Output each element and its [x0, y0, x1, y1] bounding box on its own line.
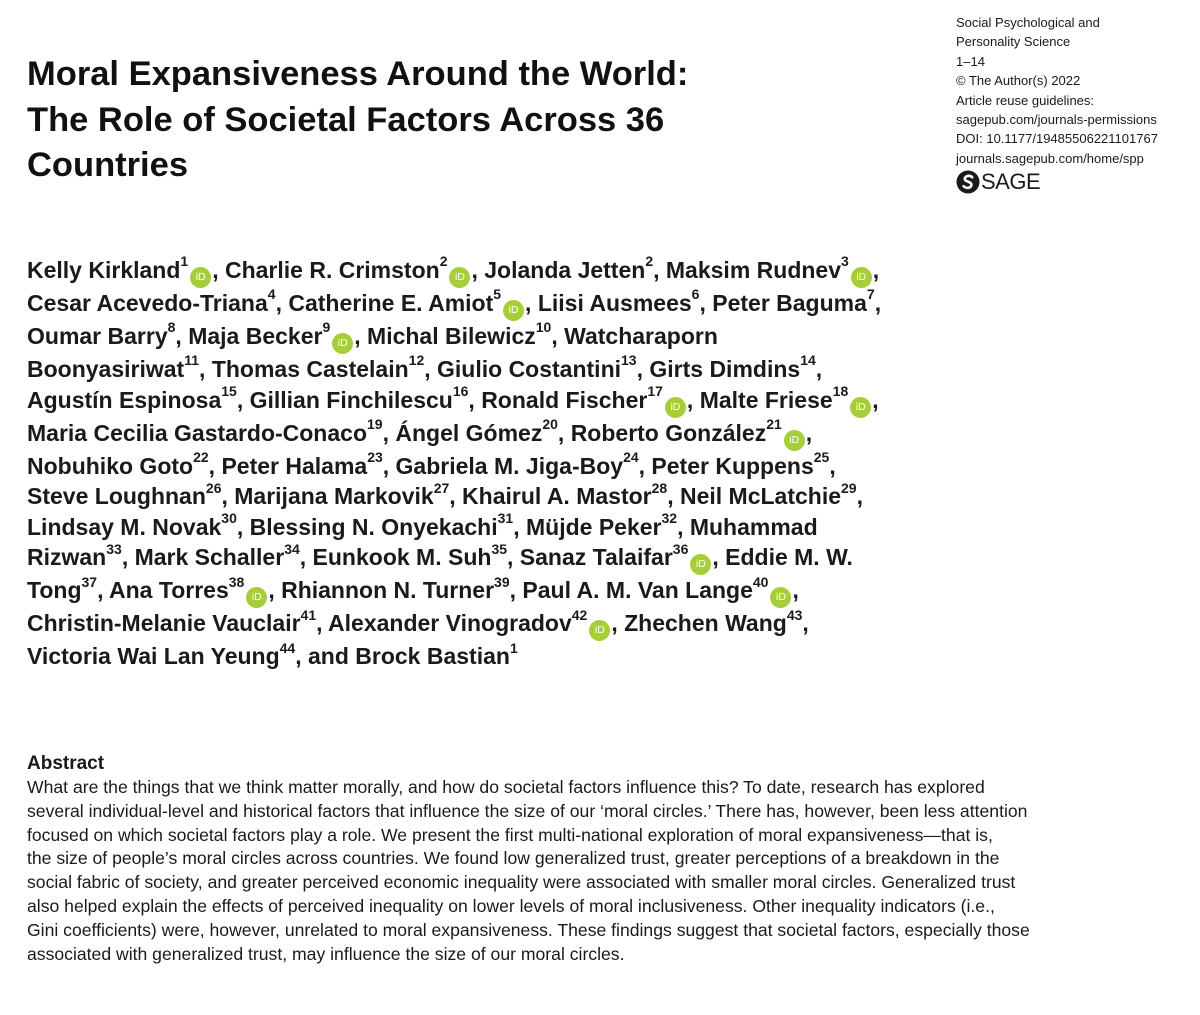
author-name [519, 540, 726, 571]
author-name [665, 253, 880, 283]
author-separator: , [382, 419, 396, 446]
author-separator: , [212, 257, 225, 283]
author-separator: , [667, 483, 680, 510]
affiliation-number: 7 [866, 286, 875, 303]
author-name [699, 382, 879, 413]
author-name [624, 606, 809, 637]
abstract-heading: Abstract [27, 753, 105, 774]
affiliation-number: 8 [167, 319, 176, 336]
author-name [27, 352, 212, 382]
affiliation-number: 37 [81, 573, 98, 590]
author-name [27, 479, 235, 510]
orcid-icon[interactable]: iD [851, 267, 872, 288]
author-separator: , [471, 257, 485, 283]
author-separator: , [805, 419, 813, 446]
title-line: Moral Expansiveness Around the World: [27, 55, 689, 93]
orcid-icon[interactable]: iD [690, 554, 711, 575]
affiliation-number: 6 [691, 286, 700, 303]
author-name [437, 352, 650, 382]
reuse-guidelines-label: Article reuse guidelines: [956, 92, 1095, 108]
copyright: © The Author(s) 2022 [956, 73, 1081, 89]
author-name-text: Neil McLatchie [679, 483, 842, 510]
author-name [537, 286, 713, 316]
affiliation-number: 22 [193, 448, 209, 465]
author-line [27, 542, 1187, 575]
orcid-icon[interactable]: iD [332, 333, 353, 354]
affiliation-number: 34 [284, 540, 300, 557]
journal-info [956, 13, 1192, 195]
abstract-line: the size of people’s moral circles across countries. We found low generalized trust, greater perceptions of a breakdown in the [27, 848, 1000, 869]
author-name-text: Müjde Peker [525, 513, 662, 540]
author-name [649, 352, 823, 382]
author-separator: , [653, 257, 666, 283]
affiliation-number: 14 [800, 352, 816, 369]
sage-logo [956, 169, 1192, 195]
author-separator: , [468, 386, 482, 413]
paper-title [27, 52, 907, 189]
author-name [249, 382, 482, 413]
affiliation-number: 2 [645, 253, 654, 270]
author-name-text: Gillian Finchilescu [249, 386, 453, 413]
author-name-text: Muhammad [689, 513, 818, 540]
affiliation-number: 39 [494, 573, 510, 590]
author-name-text: Alexander Vinogradov [328, 610, 572, 637]
author-name-text: Maja Becker [188, 323, 323, 349]
orcid-icon[interactable]: iD [784, 430, 805, 451]
author-name [481, 382, 700, 413]
author-name [328, 606, 625, 637]
author-line [27, 448, 1187, 482]
orcid-icon[interactable]: iD [449, 267, 470, 288]
author-name [484, 253, 666, 283]
author-name [27, 606, 329, 637]
author-line [27, 512, 1187, 543]
affiliation-number: 13 [621, 352, 637, 369]
author-name-text: Kelly Kirkland [27, 257, 181, 283]
author-name [355, 639, 518, 670]
author-name-text: Giulio Costantini [437, 356, 622, 382]
author-name [570, 415, 813, 446]
author-name-text: Christin-Melanie Vauclair [27, 610, 301, 637]
author-line [27, 321, 1187, 354]
abstract-line: associated with generalized trust, may influence the size of our moral circles. [27, 943, 625, 964]
author-name-text: Lindsay M. Novak [27, 513, 222, 540]
affiliation-number: 15 [221, 382, 237, 399]
author-name-text: Ronald Fischer [481, 386, 648, 413]
author-name-text: Thomas Castelain [211, 356, 409, 382]
author-separator: , [525, 290, 538, 316]
author-separator: , [382, 452, 396, 479]
affiliation-number: 27 [433, 479, 450, 496]
author-name [712, 286, 882, 316]
affiliation-number: 28 [651, 479, 668, 496]
affiliation-number: 40 [752, 573, 769, 590]
author-name [525, 510, 690, 540]
title-line: Countries [27, 146, 189, 184]
author-name [109, 573, 282, 604]
author-name-text: Boonyasiriwat [27, 356, 185, 382]
author-separator: , [699, 290, 713, 316]
author-line [27, 608, 1187, 641]
author-name [234, 479, 463, 510]
author-name [27, 540, 135, 571]
abstract-line: focused on which societal factors play a role. We present the first multi-national exploration of moral expansiveness—that is, [27, 824, 993, 845]
author-name [367, 319, 565, 349]
affiliation-number: 5 [493, 286, 502, 303]
sage-emblem-icon [956, 170, 980, 194]
author-name-text: Malte Friese [699, 386, 833, 413]
author-name [27, 382, 250, 413]
author-separator: , [611, 610, 625, 637]
author-separator: , [638, 452, 652, 479]
permissions-link[interactable]: sagepub.com/journals-permissions [956, 112, 1157, 128]
affiliation-number: 12 [408, 352, 425, 369]
author-separator: , [636, 356, 650, 382]
author-name-text: Mark Schaller [134, 544, 285, 571]
author-name [725, 544, 853, 570]
author-name-text: Victoria Wai Lan Yeung [27, 643, 280, 670]
author-name-text: Brock Bastian [355, 643, 510, 670]
author-separator: , [275, 290, 289, 316]
author-name-text: Girts Dimdins [649, 356, 801, 382]
author-line [27, 382, 1187, 418]
author-separator: , [792, 577, 799, 604]
author-name-text: Rhiannon N. Turner [281, 577, 495, 604]
author-separator: , [268, 577, 282, 604]
author-name [27, 573, 110, 604]
journal-name-line-1: Social Psychological and [956, 15, 1100, 30]
abstract-line: What are the things that we think matter morally, and how do societal factors influence this? To date, research has explored [27, 777, 985, 797]
affiliation-number: 44 [279, 639, 296, 656]
author-separator: , [872, 257, 880, 283]
author-name [224, 253, 485, 283]
author-name-text: Eunkook M. Suh [312, 544, 492, 571]
affiliation-number: 29 [841, 479, 857, 496]
affiliation-number: 4 [267, 286, 276, 303]
author-name-text: Ángel Gómez [395, 419, 543, 446]
author-separator: , [856, 483, 863, 510]
author-name-text: Steve Loughnan [27, 483, 206, 510]
affiliation-number: 41 [300, 606, 317, 623]
affiliation-number: 9 [322, 319, 331, 336]
author-name-text: Ana Torres [109, 577, 229, 604]
author-name [651, 448, 836, 479]
affiliation-number: 31 [497, 510, 514, 527]
orcid-icon[interactable]: iD [503, 300, 524, 321]
author-separator: , [221, 483, 235, 510]
journal-homepage-link[interactable]: journals.sagepub.com/home/spp [956, 150, 1144, 166]
author-name-text: Oumar Barry [27, 323, 168, 349]
author-line [27, 255, 1187, 288]
author-separator: , [557, 419, 571, 446]
doi[interactable]: DOI: 10.1177/19485506221101767 [956, 131, 1158, 147]
affiliation-number: 33 [106, 540, 122, 557]
author-name [288, 286, 538, 316]
author-name-text: Tong [27, 577, 82, 604]
affiliation-number: 1 [509, 639, 518, 656]
author-name [281, 573, 523, 604]
author-name [679, 479, 863, 510]
journal-name-line-2: Personality Science [956, 34, 1071, 50]
author-name-text: Maksim Rudnev [665, 257, 841, 283]
author-line [27, 641, 1187, 672]
author-name-text: Watcharaporn [564, 323, 718, 349]
page-range: 1–14 [956, 53, 985, 69]
affiliation-number: 11 [184, 352, 200, 369]
author-name-text: Michal Bilewicz [367, 323, 536, 349]
author-name [134, 540, 313, 571]
author-line [27, 354, 1187, 385]
author-separator: , [424, 356, 438, 382]
author-name [27, 510, 250, 540]
author-name [462, 479, 680, 510]
affiliation-number: 18 [832, 382, 849, 399]
affiliation-number: 35 [491, 540, 508, 557]
affiliation-number: 1 [180, 253, 189, 270]
orcid-icon[interactable]: iD [246, 587, 267, 608]
author-separator: , [802, 610, 809, 637]
author-name [27, 253, 225, 283]
author-separator: , [354, 323, 368, 349]
affiliation-number: 2 [439, 253, 448, 270]
author-separator: , [509, 577, 523, 604]
affiliation-number: 21 [766, 415, 782, 432]
author-separator: , [199, 356, 212, 382]
author-name-text: Gabriela M. Jiga-Boy [395, 452, 624, 479]
author-separator: , [316, 610, 329, 637]
orcid-icon[interactable]: iD [589, 620, 610, 641]
author-name-text: Liisi Ausmees [537, 290, 692, 316]
author-separator: , [712, 544, 726, 571]
author-name-text: Jolanda Jetten [484, 257, 646, 283]
author-separator: , [872, 386, 879, 413]
author-name-text: Catherine E. Amiot [288, 290, 494, 316]
author-name-text: Zhechen Wang [624, 610, 787, 637]
author-line [27, 575, 1187, 608]
title-line: The Role of Societal Factors Across 36 [27, 100, 665, 139]
author-name-text: Cesar Acevedo-Triana [27, 290, 268, 316]
author-separator: , [208, 452, 222, 479]
author-name-text: Marijana Markovik [234, 483, 434, 510]
author-name [395, 448, 652, 479]
author-name-text: Paul A. M. Van Lange [522, 577, 753, 604]
author-name-text: Khairul A. Mastor [462, 483, 652, 510]
author-name-text: Peter Halama [221, 452, 368, 479]
author-separator: , [97, 577, 110, 604]
affiliation-number: 30 [221, 510, 237, 527]
author-name [312, 540, 520, 571]
author-name-text: Agustín Espinosa [27, 386, 222, 413]
affiliation-number: 17 [647, 382, 663, 399]
author-line [27, 481, 1187, 512]
author-name [395, 415, 571, 446]
author-name [564, 323, 718, 349]
sage-wordmark: SAGE [981, 169, 1041, 195]
orcid-icon[interactable]: iD [665, 397, 686, 418]
affiliation-number: 3 [841, 253, 849, 270]
abstract-line: also helped explain the effects of perceived inequality on lower levels of moral inclusiveness. Other inequality indicators (i.e., [27, 895, 995, 916]
affiliation-number: 24 [623, 448, 639, 465]
affiliation-number: 43 [786, 606, 803, 623]
author-name-text: Sanaz Talaifar [519, 544, 673, 571]
affiliation-number: 25 [813, 448, 830, 465]
author-name-text: Roberto González [570, 419, 767, 446]
affiliation-number: 32 [661, 510, 678, 527]
abstract-body [27, 776, 1182, 966]
author-separator: , [449, 483, 463, 510]
author-line [27, 288, 1187, 321]
affiliation-number: 42 [571, 606, 588, 623]
author-separator: , [551, 323, 565, 349]
author-separator: , [236, 386, 250, 413]
author-name-text: Eddie M. W. [725, 544, 853, 571]
author-name [188, 319, 368, 349]
author-separator: , [175, 323, 189, 349]
author-name-text: Nobuhiko Goto [27, 452, 194, 479]
orcid-icon[interactable]: iD [190, 267, 211, 288]
author-name [249, 510, 526, 540]
author-line [27, 415, 1187, 451]
affiliation-number: 38 [228, 573, 245, 590]
author-name-text: Maria Cecilia Gastardo-Conaco [27, 419, 367, 446]
affiliation-number: 26 [205, 479, 222, 496]
author-name [522, 573, 799, 604]
author-separator: , [121, 544, 135, 571]
author-name-text: Peter Kuppens [651, 452, 814, 479]
author-name [27, 415, 396, 446]
author-name [221, 448, 396, 479]
affiliation-number: 19 [367, 415, 383, 432]
orcid-icon[interactable]: iD [850, 397, 871, 418]
author-separator: , and [295, 643, 356, 670]
author-name [690, 514, 818, 540]
author-separator: , [829, 452, 836, 479]
author-name [27, 286, 289, 316]
affiliation-number: 10 [535, 319, 552, 336]
author-name [27, 319, 189, 349]
author-name [211, 352, 438, 382]
affiliation-number: 16 [452, 382, 469, 399]
affiliation-number: 23 [367, 448, 383, 465]
author-separator: , [677, 513, 690, 540]
author-name-text: Charlie R. Crimston [224, 257, 440, 283]
abstract-line: Gini coefficients) were, however, unrelated to moral expansiveness. These findings suggest that societal factors, especially those [27, 919, 1030, 940]
author-separator: , [513, 513, 526, 540]
abstract-line: several individual-level and historical factors that influence the size of our ‘moral circles.’ There has, however, been less attention [27, 800, 1028, 821]
orcid-icon[interactable]: iD [770, 587, 791, 608]
author-name-text: Rizwan [27, 544, 107, 571]
author-separator: , [299, 544, 313, 571]
abstract-section [27, 752, 1182, 966]
author-name-text: Peter Baguma [712, 290, 867, 316]
author-separator: , [686, 386, 700, 413]
author-name-text: Blessing N. Onyekachi [249, 513, 498, 540]
author-name [27, 639, 356, 670]
affiliation-number: 36 [672, 540, 689, 557]
abstract-line: social fabric of society, and greater perceived economic inequality were associated with smaller moral circles. Generalized trust [27, 872, 1016, 893]
author-separator: , [815, 356, 823, 382]
affiliation-number: 20 [542, 415, 558, 432]
author-separator: , [236, 513, 250, 540]
author-separator: , [874, 290, 882, 316]
author-separator: , [507, 544, 520, 571]
author-list [27, 255, 1187, 672]
author-name [27, 448, 222, 479]
